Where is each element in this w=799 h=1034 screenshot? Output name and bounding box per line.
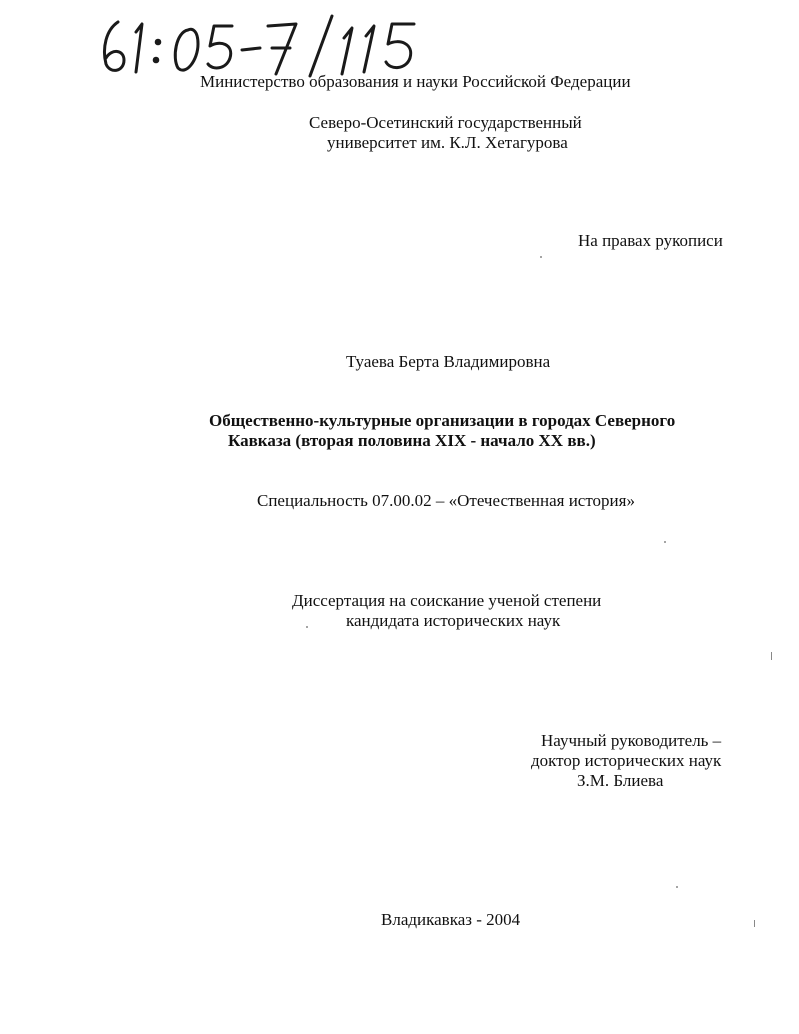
scan-speck: [306, 626, 308, 628]
supervisor-degree: доктор исторических наук: [531, 751, 722, 770]
manuscript-rights-note: На правах рукописи: [578, 231, 723, 250]
author-name: Туаева Берта Владимировна: [346, 352, 551, 371]
scan-speck: [754, 920, 755, 927]
supervisor-name: З.М. Блиева: [577, 771, 664, 790]
dissertation-title-line-1: Общественно-культурные организации в городах Северного: [209, 411, 676, 430]
supervisor-role: Научный руководитель –: [541, 731, 722, 750]
city-and-year: Владикавказ - 2004: [381, 910, 521, 929]
degree-line-1: Диссертация на соискание ученой степени: [292, 591, 602, 610]
university-line-1: Северо-Осетинский государственный: [309, 113, 582, 132]
university-line-2: университет им. К.Л. Хетагурова: [327, 133, 568, 152]
ministry-heading: Министерство образования и науки Российской Федерации: [200, 72, 631, 91]
degree-line-2: кандидата исторических наук: [346, 611, 561, 630]
scan-speck: [664, 541, 666, 543]
scan-speck: [676, 886, 678, 888]
handwritten-archive-number: [96, 8, 426, 78]
dissertation-title-line-2: Кавказа (вторая половина XIX - начало XX вв.): [228, 431, 596, 450]
scan-speck: [771, 652, 772, 660]
specialty-line: Специальность 07.00.02 – «Отечественная история»: [257, 491, 635, 510]
scan-speck: [540, 256, 542, 258]
